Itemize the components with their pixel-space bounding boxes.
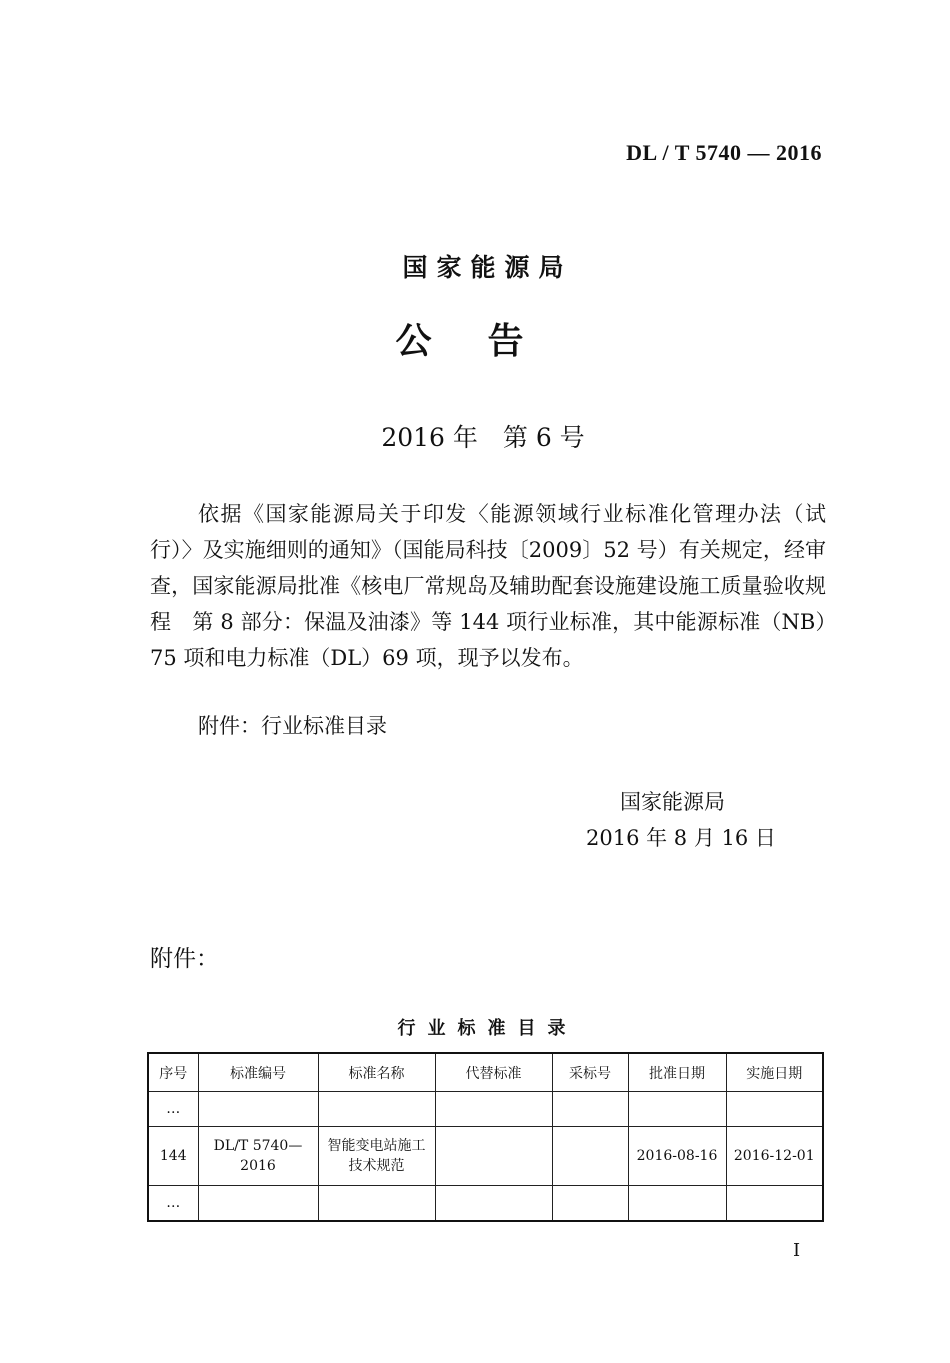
table-row bbox=[148, 1092, 823, 1127]
header-cell: 采标号 bbox=[552, 1053, 628, 1092]
table-cell: 144 bbox=[148, 1127, 198, 1186]
table-header-row bbox=[148, 1053, 823, 1092]
table-cell bbox=[435, 1186, 552, 1222]
appendix-label: 附件： bbox=[150, 946, 219, 972]
table-cell: 2016-12-01 bbox=[726, 1127, 823, 1186]
table-cell bbox=[318, 1092, 435, 1127]
standards-table bbox=[147, 1052, 824, 1222]
issue-number: 2016 年 第 6 号 bbox=[381, 423, 585, 452]
table-row bbox=[148, 1127, 823, 1186]
table-cell: 智能变电站施工技术规范 bbox=[318, 1127, 435, 1186]
table-cell bbox=[726, 1186, 823, 1222]
notice-title: 公告 bbox=[395, 321, 580, 362]
page-number: I bbox=[793, 1240, 801, 1261]
header-cell: 序号 bbox=[148, 1053, 198, 1092]
table-cell: … bbox=[148, 1092, 198, 1127]
table-cell bbox=[628, 1092, 726, 1127]
header-cell: 批准日期 bbox=[628, 1053, 726, 1092]
signature-date: 2016 年 8 月 16 日 bbox=[586, 826, 776, 850]
table-cell bbox=[318, 1186, 435, 1222]
table-title: 行业标准目录 bbox=[397, 1018, 578, 1039]
table-cell: … bbox=[148, 1186, 198, 1222]
table-cell bbox=[435, 1127, 552, 1186]
table-cell bbox=[628, 1186, 726, 1222]
standard-code: DL / T 5740 — 2016 bbox=[626, 140, 822, 165]
table-cell bbox=[552, 1127, 628, 1186]
issuer-title: 国家能源局 bbox=[402, 253, 573, 282]
table-row bbox=[148, 1186, 823, 1222]
table-cell bbox=[726, 1092, 823, 1127]
table-cell: 2016-08-16 bbox=[628, 1127, 726, 1186]
table-cell bbox=[552, 1186, 628, 1222]
attachment-reference: 附件：行业标准目录 bbox=[198, 714, 387, 738]
table-cell bbox=[198, 1092, 318, 1127]
header-cell: 标准名称 bbox=[318, 1053, 435, 1092]
header-cell: 标准编号 bbox=[198, 1053, 318, 1092]
table-cell bbox=[198, 1186, 318, 1222]
signature-organization: 国家能源局 bbox=[620, 790, 725, 814]
header-cell: 实施日期 bbox=[726, 1053, 823, 1092]
table-cell bbox=[552, 1092, 628, 1127]
header-cell: 代替标准 bbox=[435, 1053, 552, 1092]
table-cell bbox=[435, 1092, 552, 1127]
notice-body: 依据《国家能源局关于印发〈能源领域行业标准化管理办法（试行）〉及实施细则的通知》（国能局科技〔2009〕52 号）有关规定，经审查，国家能源局批准《核电厂常规岛及辅助配套设施建设施工质量验收规程 第 8 部分：保温及油漆》等 144 项行业标准，其中能源标准（NB）75 项和电力标准（DL）69 项，现予以发布。 bbox=[150, 502, 826, 670]
table-cell: DL/T 5740—2016 bbox=[198, 1127, 318, 1186]
